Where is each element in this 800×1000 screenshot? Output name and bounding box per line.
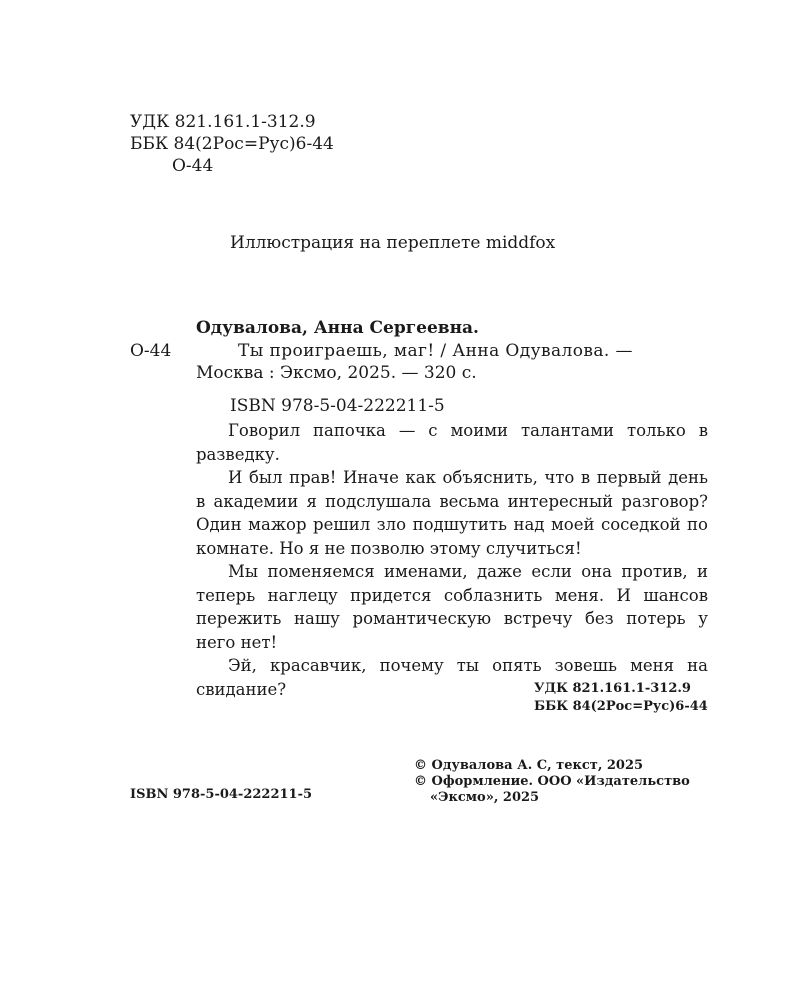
bottom-udk: УДК 821.161.1-312.9 [534,681,691,696]
bib-title-line: Ты проиграешь, маг! / Анна Одувалова. — [238,341,633,361]
annotation [196,419,708,701]
annotation-paragraph: Говорил папочка — с моими талантами только в разведку. [196,421,708,464]
bottom-bbk: ББК 84(2Рос=Рус)6-44 [534,699,708,714]
udk-code: УДК 821.161.1-312.9 [130,112,316,132]
annotation-paragraph: Мы поменяемся именами, даже если она против, и теперь наглецу придется соблазнить меня. И шансов пережить нашу романтическую встречу без потерь у него нет! [196,562,708,652]
copyright-text: © Одувалова А. С, текст, 2025 [414,758,644,773]
copyright-publisher: «Эксмо», 2025 [430,790,540,805]
annotation-paragraph: И был прав! Иначе как объяснить, что в первый день в академии я подслушала весьма интересный разговор? Один мажор решил зло подшутить над моей соседкой по комнате. Но я не позволю этому случиться! [196,468,708,558]
bib-isbn: ISBN 978-5-04-222211-5 [230,396,445,416]
illustration-credit: Иллюстрация на переплете middfox [230,233,556,253]
bbk-code: ББК 84(2Рос=Рус)6-44 [130,134,334,154]
bib-publisher-line: Москва : Эксмо, 2025. — 320 с. [196,363,477,383]
author-mark: О-44 [172,156,214,176]
annotation-paragraph: Эй, красавчик, почему ты опять зовешь меня на свидание? [196,656,708,699]
bib-author-mark: О-44 [130,341,172,361]
bottom-isbn: ISBN 978-5-04-222211-5 [130,787,313,802]
author-heading: Одувалова, Анна Сергеевна. [196,318,479,338]
copyright-design: © Оформление. ООО «Издательство [414,774,690,789]
